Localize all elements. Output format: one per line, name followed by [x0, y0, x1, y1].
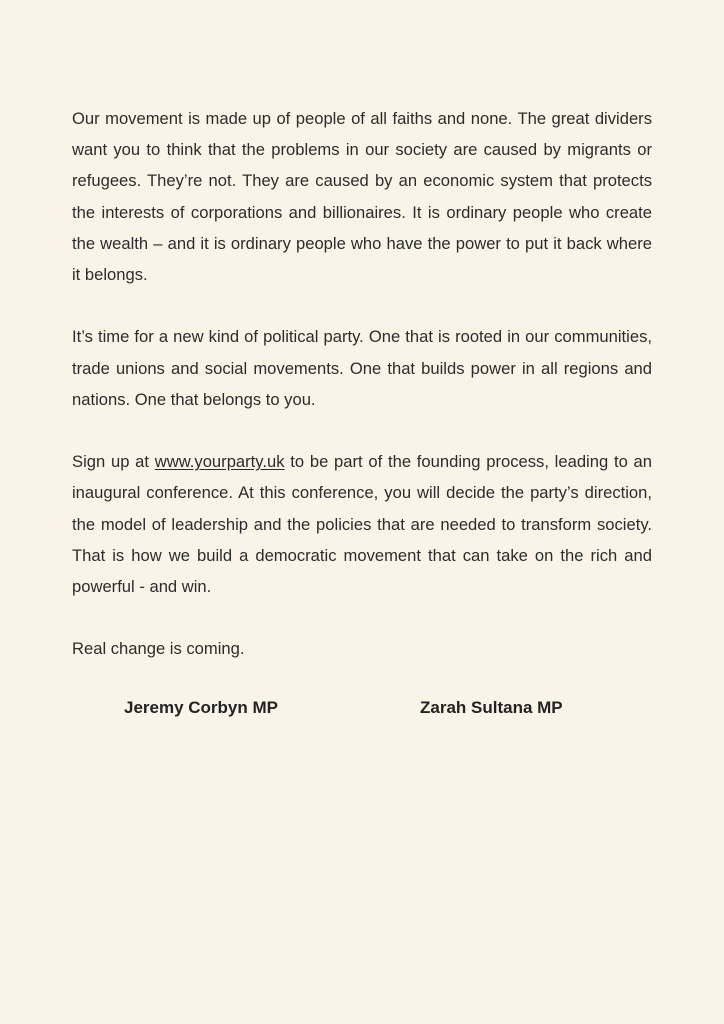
sign-up-text-end: to be part of the founding process, leading to an inaugural conference. At this conference, you will decide the party’s direction, the model of leadership and the policies that are needed to transform society. That is how we build a democratic movement that can take on the rich and powerful - and win. — [72, 452, 652, 597]
yourparty-link[interactable]: www.yourparty.uk — [154, 452, 285, 472]
paragraph-new-party: It’s time for a new kind of political party. One that is rooted in our communities, trade unions and social movements. One that builds power in all regions and nations. One that belongs to you. — [72, 327, 652, 409]
signature-jeremy-corbyn: Jeremy Corbyn MP — [124, 698, 278, 717]
paragraph-sign-up — [72, 446, 652, 602]
signature-zarah-sultana: Zarah Sultana MP — [420, 698, 563, 717]
signatures — [0, 693, 724, 723]
closing-line: Real change is coming. — [72, 639, 245, 659]
letter-body — [72, 103, 652, 665]
paragraph-movement: Our movement is made up of people of all faiths and none. The great dividers want you to think that the problems in our society are caused by migrants or refugees. They’re not. They are caused by an economic system that protects the interests of corporations and billionaires. It is ordinary people who create the wealth – and it is ordinary people who have the power to put it back where it belongs. — [72, 109, 652, 285]
sign-up-text-start: Sign up at — [72, 452, 155, 472]
